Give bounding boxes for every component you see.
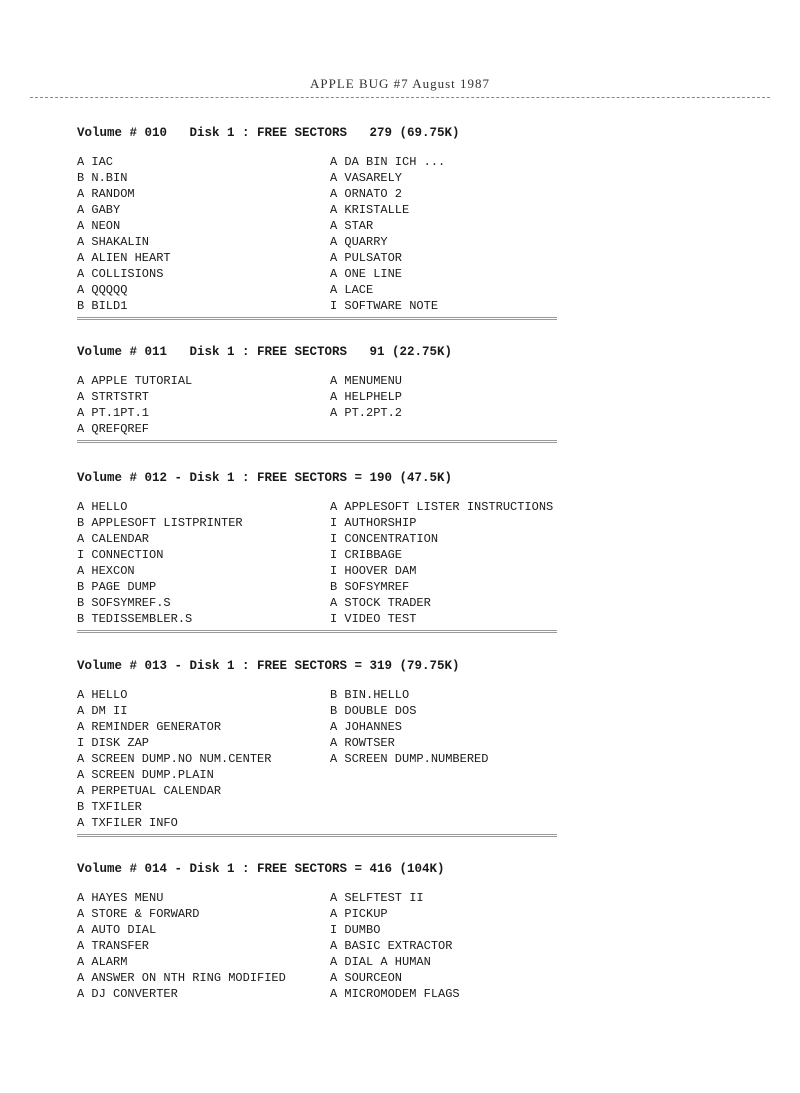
file-entry: A QUARRY <box>330 235 388 249</box>
file-row <box>77 751 617 767</box>
file-row <box>77 954 617 970</box>
section-separator <box>77 630 557 633</box>
file-row <box>77 579 617 595</box>
file-entry: A BASIC EXTRACTOR <box>330 939 453 953</box>
file-list <box>77 499 617 627</box>
file-entry: B SOFSYMREF <box>330 580 410 594</box>
file-entry: I DUMBO <box>330 923 381 937</box>
file-row <box>77 799 617 815</box>
file-row <box>77 719 617 735</box>
file-entry: A SCREEN DUMP.PLAIN <box>77 768 214 782</box>
file-list <box>77 890 617 1002</box>
file-row <box>77 282 617 298</box>
file-entry: A SCREEN DUMP.NO NUM.CENTER <box>77 752 272 766</box>
file-row <box>77 703 617 719</box>
file-entry: I DISK ZAP <box>77 736 150 750</box>
file-row <box>77 563 617 579</box>
file-entry: B APPLESOFT LISTPRINTER <box>77 516 243 530</box>
file-list <box>77 687 617 831</box>
file-entry: A RANDOM <box>77 187 135 201</box>
file-row <box>77 531 617 547</box>
file-entry: I CONCENTRATION <box>330 532 439 546</box>
file-entry: B PAGE DUMP <box>77 580 157 594</box>
file-entry: I SOFTWARE NOTE <box>330 299 439 313</box>
section-separator <box>77 834 557 837</box>
file-row <box>77 922 617 938</box>
file-row <box>77 266 617 282</box>
file-row <box>77 234 617 250</box>
file-entry: A LACE <box>330 283 374 297</box>
file-entry: A QREFQREF <box>77 422 150 436</box>
file-row <box>77 218 617 234</box>
file-entry: B TXFILER <box>77 800 142 814</box>
file-entry: A SCREEN DUMP.NUMBERED <box>330 752 489 766</box>
file-entry: A HAYES MENU <box>77 891 164 905</box>
file-entry: A SOURCEON <box>330 971 403 985</box>
file-entry: B TEDISSEMBLER.S <box>77 612 193 626</box>
file-entry: A QQQQQ <box>77 283 128 297</box>
file-entry: A HELLO <box>77 688 128 702</box>
file-entry <box>330 799 617 815</box>
file-row <box>77 815 617 831</box>
file-row <box>77 611 617 627</box>
file-entry: A JOHANNES <box>330 720 403 734</box>
file-row <box>77 767 617 783</box>
volume-section <box>77 125 617 320</box>
section-separator <box>77 440 557 443</box>
file-entry: A GABY <box>77 203 121 217</box>
file-row <box>77 783 617 799</box>
file-entry: A NEON <box>77 219 121 233</box>
file-entry: A ROWTSER <box>330 736 395 750</box>
file-entry: A MENUMENU <box>330 374 403 388</box>
file-entry: A VASARELY <box>330 171 403 185</box>
file-row <box>77 202 617 218</box>
file-row <box>77 499 617 515</box>
file-entry: A HELPHELP <box>330 390 403 404</box>
file-list <box>77 373 617 437</box>
volume-title: Volume # 012 - Disk 1 : FREE SECTORS = 190 (47.5K) <box>77 471 453 485</box>
file-entry: A HEXCON <box>77 564 135 578</box>
file-row <box>77 515 617 531</box>
volume-title: Volume # 013 - Disk 1 : FREE SECTORS = 319 (79.75K) <box>77 659 460 673</box>
header-divider <box>30 97 770 98</box>
volume-title: Volume # 014 - Disk 1 : FREE SECTORS = 416 (104K) <box>77 862 445 876</box>
file-entry: A PULSATOR <box>330 251 403 265</box>
file-row <box>77 405 617 421</box>
file-row <box>77 186 617 202</box>
file-entry: A PERPETUAL CALENDAR <box>77 784 222 798</box>
file-entry: I VIDEO TEST <box>330 612 417 626</box>
file-entry: A DM II <box>77 704 128 718</box>
file-row <box>77 373 617 389</box>
section-separator <box>77 317 557 320</box>
volume-title: Volume # 010 Disk 1 : FREE SECTORS 279 (69.75K) <box>77 126 460 140</box>
volume-title: Volume # 011 Disk 1 : FREE SECTORS 91 (22.75K) <box>77 345 453 359</box>
file-entry: A ANSWER ON NTH RING MODIFIED <box>77 971 286 985</box>
file-row <box>77 906 617 922</box>
file-entry: A STRTSTRT <box>77 390 150 404</box>
file-row <box>77 595 617 611</box>
file-entry: A SELFTEST II <box>330 891 424 905</box>
file-entry: A STOCK TRADER <box>330 596 431 610</box>
file-entry: I CRIBBAGE <box>330 548 403 562</box>
volume-section <box>77 344 617 443</box>
file-entry: A AUTO DIAL <box>77 923 157 937</box>
volume-section <box>77 658 617 837</box>
file-entry: A ALARM <box>77 955 128 969</box>
file-entry <box>330 421 617 437</box>
file-entry: A PICKUP <box>330 907 388 921</box>
file-entry: A KRISTALLE <box>330 203 410 217</box>
file-entry <box>330 783 617 799</box>
file-row <box>77 154 617 170</box>
file-row <box>77 938 617 954</box>
file-entry: B SOFSYMREF.S <box>77 596 171 610</box>
file-row <box>77 250 617 266</box>
file-row <box>77 986 617 1002</box>
file-entry: A MICROMODEM FLAGS <box>330 987 460 1001</box>
volume-section <box>77 470 617 633</box>
file-row <box>77 421 617 437</box>
file-entry: A ALIEN HEART <box>77 251 171 265</box>
file-entry: A ONE LINE <box>330 267 403 281</box>
file-entry: I HOOVER DAM <box>330 564 417 578</box>
page-header: APPLE BUG #7 August 1987 <box>309 76 491 91</box>
file-entry: A APPLESOFT LISTER INSTRUCTIONS <box>330 500 554 514</box>
file-row <box>77 389 617 405</box>
file-row <box>77 890 617 906</box>
file-entry: A TRANSFER <box>77 939 150 953</box>
file-entry: A CALENDAR <box>77 532 150 546</box>
file-entry: B BILD1 <box>77 299 128 313</box>
file-entry: A PT.2PT.2 <box>330 406 403 420</box>
file-entry: I CONNECTION <box>77 548 164 562</box>
file-entry: A DIAL A HUMAN <box>330 955 431 969</box>
file-row <box>77 735 617 751</box>
file-entry: B N.BIN <box>77 171 128 185</box>
file-list <box>77 154 617 314</box>
file-entry: A TXFILER INFO <box>77 816 178 830</box>
file-row <box>77 970 617 986</box>
file-entry: I AUTHORSHIP <box>330 516 417 530</box>
file-entry: A PT.1PT.1 <box>77 406 150 420</box>
file-row <box>77 298 617 314</box>
file-entry: A STAR <box>330 219 374 233</box>
file-entry: B DOUBLE DOS <box>330 704 417 718</box>
file-row <box>77 547 617 563</box>
file-entry: A IAC <box>77 155 114 169</box>
file-entry: A HELLO <box>77 500 128 514</box>
file-entry: A SHAKALIN <box>77 235 150 249</box>
file-entry <box>330 815 617 831</box>
file-entry: A DJ CONVERTER <box>77 987 178 1001</box>
file-entry: A REMINDER GENERATOR <box>77 720 222 734</box>
file-row <box>77 170 617 186</box>
file-entry: B BIN.HELLO <box>330 688 410 702</box>
file-row <box>77 687 617 703</box>
file-entry: A ORNATO 2 <box>330 187 403 201</box>
file-entry: A APPLE TUTORIAL <box>77 374 193 388</box>
file-entry <box>330 767 617 783</box>
volume-section <box>77 861 617 1002</box>
file-entry: A STORE & FORWARD <box>77 907 200 921</box>
file-entry: A COLLISIONS <box>77 267 164 281</box>
file-entry: A DA BIN ICH ... <box>330 155 446 169</box>
